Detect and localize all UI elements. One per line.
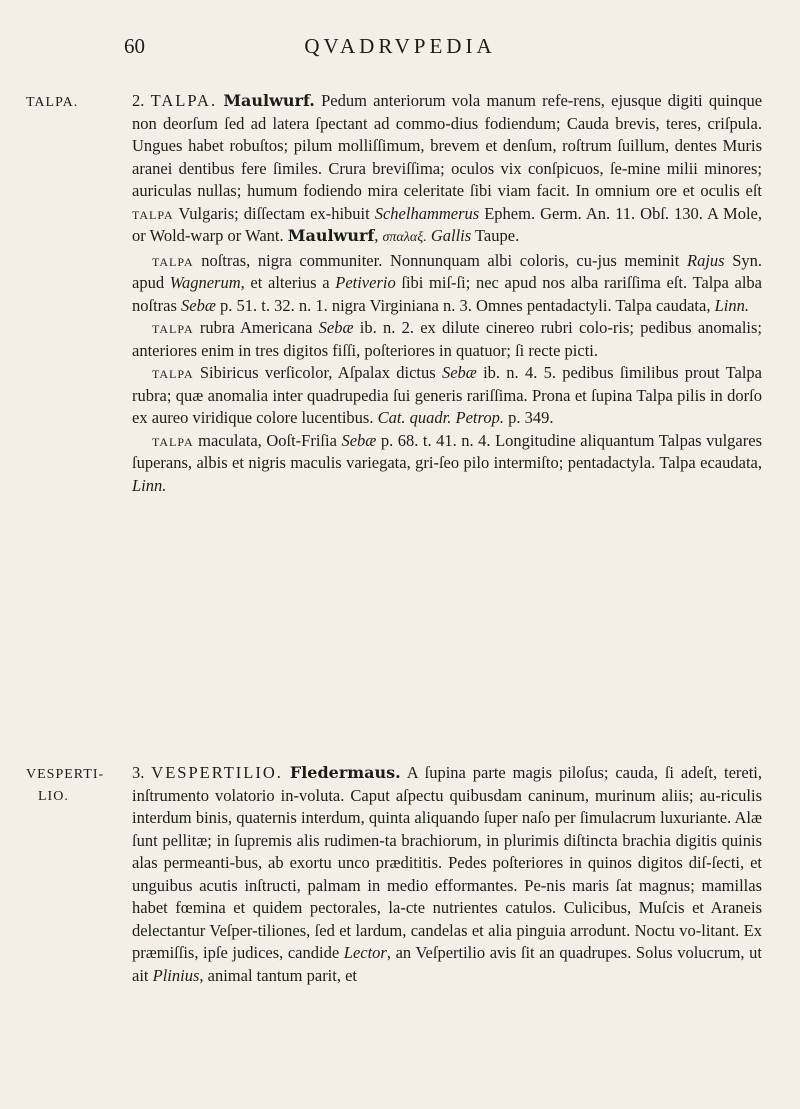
author-name: Sebæ xyxy=(318,318,354,337)
text: p. 68. t. 41. n. 4. Longitudine aliquantum Talpas vulgares ſuperans, albis et nigris maculis variegata, gri-ſeo pilo intermiſto; pentadactyla. Talpa ecaudata, xyxy=(132,430,762,472)
text: , an Veſpertilio avis ſit an quadrupes. Solus volucrum, ut ait xyxy=(132,943,762,985)
text: Taupe. xyxy=(471,226,520,245)
author-name: Lector xyxy=(343,943,387,962)
author-name: Petiverio xyxy=(335,273,396,292)
text: maculata, Ooſt-Friſia xyxy=(193,430,342,450)
entry-heading: VESPERTILIO. xyxy=(151,763,283,782)
author-name: Linn. xyxy=(132,475,167,495)
text: , et alterius a xyxy=(240,273,336,292)
entry-heading: TALPA. xyxy=(150,91,218,110)
text: Syn. apud xyxy=(132,250,762,292)
text: ib. n. 2. ex dilute cinereo rubri colo-ris; pedibus anomalis; anteriores enim in tres digitos fiſſi, poſteriores in quatuor; ſi recte picti. xyxy=(132,318,763,360)
text: , animal tantum parit, et xyxy=(199,965,358,985)
author-name: Plinius xyxy=(152,965,200,985)
text: noſtras, nigra communiter. Nonnunquam albi coloris, cu-jus meminit xyxy=(193,250,687,270)
paragraph-talpa-rubra xyxy=(132,317,762,362)
text: , xyxy=(374,226,383,245)
paragraph-talpa-nostras xyxy=(132,250,762,318)
german-name: Maulwurf. xyxy=(223,91,315,110)
margin-note-vespertilio-line2: LIO. xyxy=(38,789,69,804)
entry-number: 3. xyxy=(132,763,145,782)
paragraph-talpa-sibiricus xyxy=(132,362,762,430)
author-name: Wagnerum xyxy=(169,273,241,292)
paragraph-talpa-intro xyxy=(132,90,762,250)
greek-name: σπαλαξ. xyxy=(382,230,427,245)
text: ſibi miſ-ſi; nec apud nos alba rariſſima eſt. Talpa alba noſtras xyxy=(132,273,763,315)
text: ib. n. 4. 5. pedibus ſimilibus prout Talpa rubra; quæ anomalia inter quadrupedia ſui generis rariſſima. Prona et ſupina Talpa pilis in dorſo ex aureo viridique colore lucentibus. xyxy=(132,363,762,427)
small-caps-term: talpa xyxy=(152,250,194,270)
author-name: Sebæ xyxy=(341,430,377,450)
text: p. 349. xyxy=(503,408,554,427)
german-name: Maulwurf xyxy=(287,226,375,245)
author-name: Rajus xyxy=(686,250,725,270)
small-caps-term: talpa xyxy=(152,318,194,337)
running-title: QVADRVPEDIA xyxy=(304,34,496,58)
reference-title: Cat. quadr. Petrop. xyxy=(377,408,504,427)
text: p. 51. t. 32. n. 1. nigra Virginiana n. 3. Omnes pentadactyli. Talpa caudata, xyxy=(215,295,715,315)
text: A ſupina parte magis piloſus; cauda, ſi adeſt, tereti, inſtrumento volatorio in-voluta. Caput aſpectu quibusdam caninum, murinum aliis; au-riculis interdum binis, quaternis interdum, quinta aliquando ſuper naſo per ſimulacrum luxuriante. Alæ ſunt pellitæ; in ſupremis alis rudimen-ta brachiorum, in plurimis diſtincta brachia digitis quinis alas permeanti-bus, ab exortu unco prædititis. Pedes poſteriores in quinos digitos diſ-ſecti, et unguibus acutis inſtructi, palmam in medio efformantes. Pe-nis maris ſat magnus; mamillas habet fœmina et quidem pectorales, la-cte nutrientes catulos. Culicibus, Muſcis et Araneis delectantur Veſper-tiliones, ſed et lardum, candelas et alia pinguia arrodunt. Noctu vo-litant. Ex præmiſſis, ipſe judices, candide xyxy=(132,763,763,962)
vespertilio-section xyxy=(132,762,762,987)
text: rubra Americana xyxy=(193,318,319,337)
text: Pedum anteriorum vola manum refe-rens, ejusque digiti quinque non deorſum ſed ad latera ſpectant ad commo-dius fodiendum; Cauda brevis, teres, criſpula. Ungues habet robuſtos; pilum molliſſimum, brevem et denſum, roſtrum ſuillum, dentes Muris aranei dentibus fere ſimiles. Crura breviſſima; oculos vix conſpicuos, ſe-mine milii minores; auriculas nullas; humum fodiendo mira celeritate ſibi viam facit. In omnium ore et oculis eſt xyxy=(132,91,763,200)
page-header xyxy=(0,34,800,68)
text: Sibiricus verſicolor, Aſpalax dictus xyxy=(193,363,442,382)
entry-number: 2. xyxy=(132,91,145,110)
margin-note-vespertilio-line1: VESPERTI- xyxy=(26,767,105,782)
author-name: Schelhammerus xyxy=(374,203,480,223)
margin-note-vespertilio xyxy=(26,764,106,808)
author-name: Sebæ xyxy=(441,363,477,382)
language-label: Gallis xyxy=(430,226,472,245)
paragraph-vespertilio xyxy=(132,762,762,987)
paragraph-talpa-maculata xyxy=(132,430,762,498)
margin-note-talpa: TALPA. xyxy=(26,95,79,110)
small-caps-term: talpa xyxy=(132,203,174,223)
text: Ephem. Germ. An. 11. Obſ. 130. A Mole, or Wold-warp or Want. xyxy=(132,203,762,245)
small-caps-term: talpa xyxy=(152,363,194,382)
author-name: Linn. xyxy=(714,295,749,315)
small-caps-term: talpa xyxy=(152,430,194,450)
text: Vulgaris; diſſectam ex-hibuit xyxy=(173,203,375,223)
author-name: Sebæ xyxy=(181,295,216,315)
german-name: Fledermaus. xyxy=(289,763,401,782)
page-number: 60 xyxy=(124,34,145,58)
talpa-section xyxy=(132,90,762,497)
